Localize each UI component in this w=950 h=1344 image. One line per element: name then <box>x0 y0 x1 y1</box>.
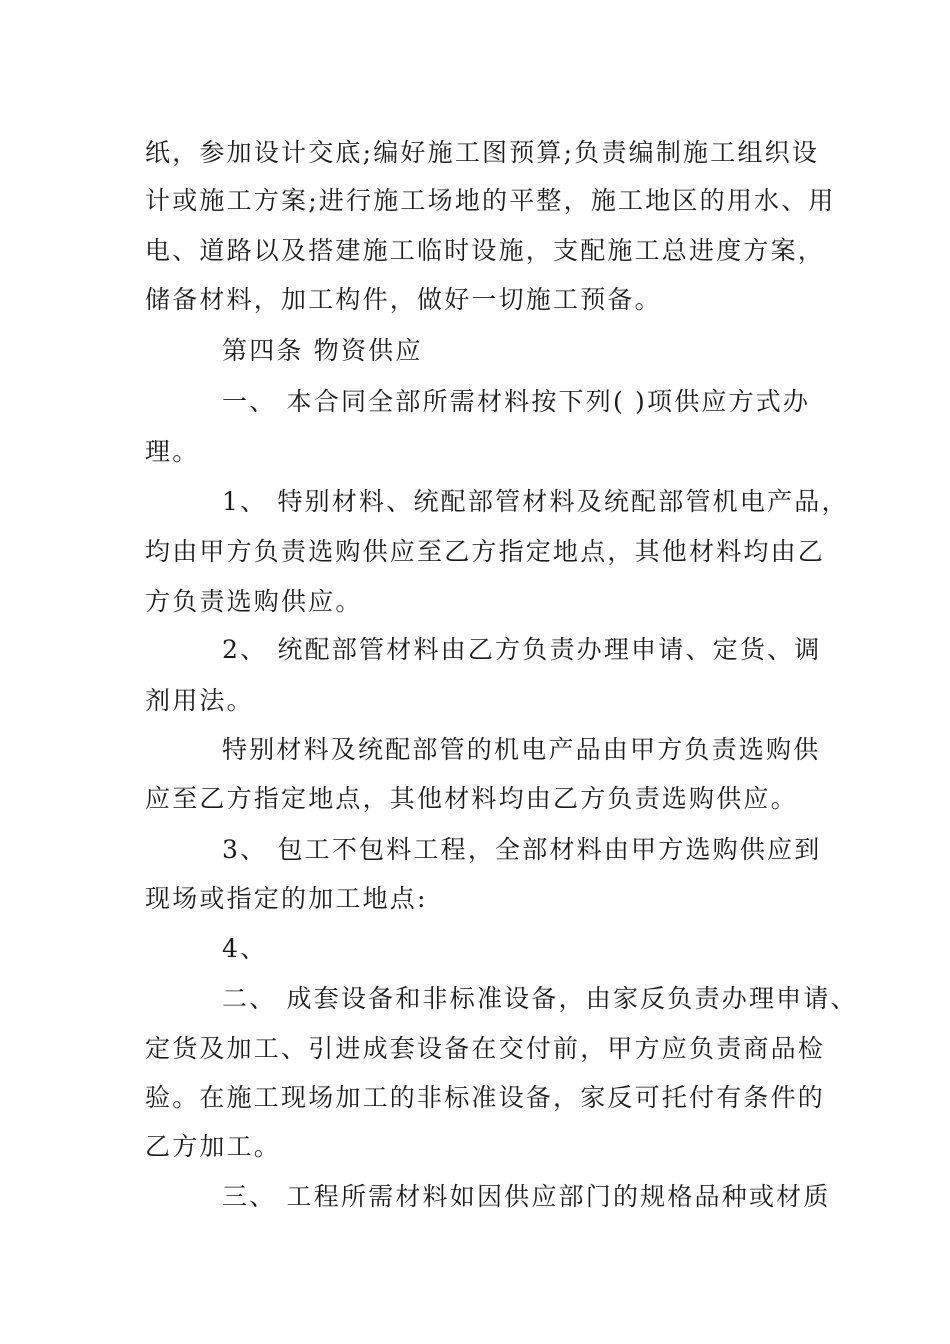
text-line: 乙方加工。 <box>145 1132 282 1161</box>
text-line: 均由甲方负责选购供应至乙方指定地点，其他材料均由乙 <box>145 537 826 566</box>
text-line: 方负责选购供应。 <box>145 587 363 616</box>
text-line: 1、 特别材料、统配部管材料及统配部管机电产品， <box>222 487 849 516</box>
text-line: 验。在施工现场加工的非标准设备，家反可托付有条件的 <box>145 1083 826 1112</box>
text-line: 现场或指定的加工地点: <box>145 884 428 913</box>
text-line: 一、 本合同全部所需材料按下列( )项供应方式办 <box>222 387 811 416</box>
section-heading: 第四条 物资供应 <box>222 336 423 365</box>
text-line: 二、 成套设备和非标准设备，由家反负责办理申请、 <box>222 984 858 1013</box>
text-line: 定货及加工、引进成套设备在交付前，甲方应负责商品检 <box>145 1034 826 1063</box>
text-line: 电、道路以及搭建施工临时设施，支配施工总进度方案， <box>145 236 826 265</box>
text-line: 剂用法。 <box>145 686 254 715</box>
text-line: 储备材料，加工构件，做好一切施工预备。 <box>145 285 662 314</box>
text-line: 理。 <box>145 437 200 466</box>
text-line: 应至乙方指定地点，其他材料均由乙方负责选购供应。 <box>145 784 798 813</box>
text-line: 三、 工程所需材料如因供应部门的规格品种或材质 <box>222 1182 831 1211</box>
text-line: 3、 包工不包料工程，全部材料由甲方选购供应到 <box>222 835 822 864</box>
text-line: 纸，参加设计交底;编好施工图预算;负责编制施工组织设 <box>145 138 820 167</box>
text-line: 计或施工方案;进行施工场地的平整，施工地区的用水、用 <box>145 186 836 215</box>
text-line: 特别材料及统配部管的机电产品由甲方负责选购供 <box>222 735 821 764</box>
text-line: 4、 <box>222 934 268 963</box>
text-line: 2、 统配部管材料由乙方负责办理申请、定货、调 <box>222 635 822 664</box>
